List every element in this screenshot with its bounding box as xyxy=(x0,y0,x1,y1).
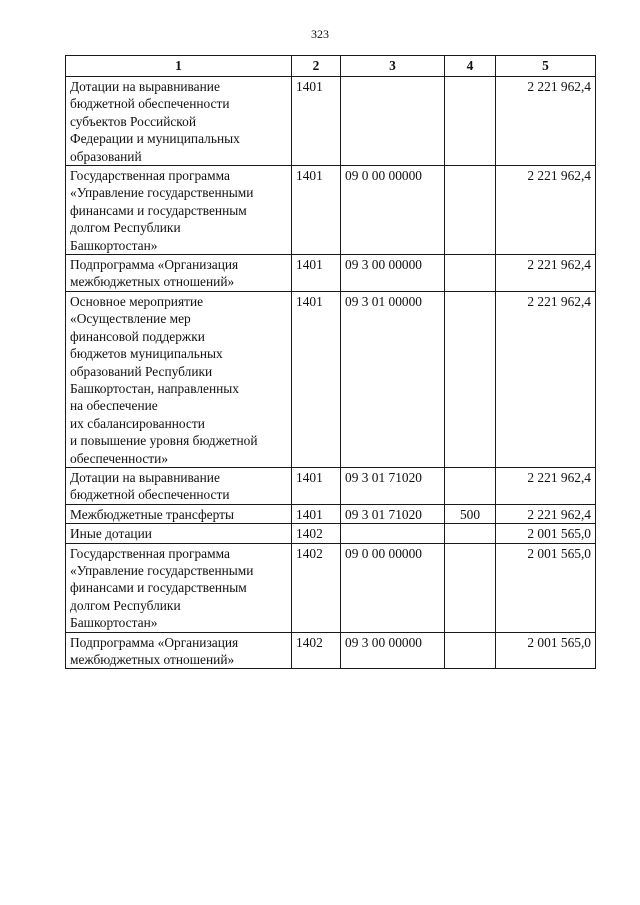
row-target-article: 09 3 01 00000 xyxy=(341,291,445,467)
row-name-line: Дотации на выравнивание xyxy=(70,79,220,94)
table-row xyxy=(66,524,596,543)
row-name-line: бюджетов муниципальных xyxy=(70,346,223,362)
row-amount: 2 001 565,0 xyxy=(496,543,596,632)
row-amount: 2 001 565,0 xyxy=(496,632,596,669)
row-name-line: межбюджетных отношений» xyxy=(70,274,235,290)
table-header xyxy=(66,56,596,77)
row-name-line: Иные дотации xyxy=(70,526,152,542)
table-row xyxy=(66,632,596,669)
row-name-line: Государственная программа xyxy=(70,168,230,184)
row-name-cell xyxy=(66,77,292,166)
row-expense-type xyxy=(445,291,496,467)
row-amount: 2 221 962,4 xyxy=(496,504,596,523)
row-name-line: «Управление государственными xyxy=(70,185,254,201)
row-name-line: Подпрограмма «Организация xyxy=(70,634,239,650)
table-row xyxy=(66,291,596,467)
row-section-code: 1402 xyxy=(292,632,341,669)
row-name-line: долгом Республики xyxy=(70,597,181,613)
row-name-line: финансами и государственным xyxy=(70,202,247,218)
row-section-code: 1401 xyxy=(292,504,341,523)
row-name-line: Башкортостан» xyxy=(70,615,158,631)
table-row xyxy=(66,255,596,292)
table-body xyxy=(66,77,596,669)
row-expense-type: 500 xyxy=(445,504,496,523)
row-name-line: финансовой поддержки xyxy=(70,328,205,344)
row-name-line: их сбалансированности xyxy=(70,415,205,431)
page-number: 323 xyxy=(311,27,329,41)
table-row xyxy=(66,77,596,166)
table-row xyxy=(66,504,596,523)
row-amount: 2 221 962,4 xyxy=(496,166,596,255)
row-name-line: на обеспечение xyxy=(70,398,158,414)
row-name-line: образований Республики xyxy=(70,363,213,379)
row-target-article: 09 3 00 00000 xyxy=(341,255,445,292)
row-expense-type xyxy=(445,77,496,166)
row-name-line: Башкортостан» xyxy=(70,237,158,253)
row-target-article xyxy=(341,524,445,543)
row-target-article xyxy=(341,77,445,166)
row-name-line: обеспеченности» xyxy=(70,450,169,466)
row-name-cell xyxy=(66,291,292,467)
row-expense-type xyxy=(445,632,496,669)
row-target-article: 09 0 00 00000 xyxy=(341,166,445,255)
row-name-line: субъектов Российской xyxy=(70,113,196,129)
row-name-line: бюджетной обеспеченности xyxy=(70,487,230,503)
row-name-cell xyxy=(66,504,292,523)
row-name-cell xyxy=(66,255,292,292)
row-name-line: образований xyxy=(70,148,142,164)
row-expense-type xyxy=(445,255,496,292)
row-target-article: 09 3 01 71020 xyxy=(341,467,445,504)
row-name-line: бюджетной обеспеченности xyxy=(70,96,230,112)
row-name-cell xyxy=(66,166,292,255)
row-name-line: Дотации на выравнивание xyxy=(70,469,220,485)
row-target-article: 09 3 01 71020 xyxy=(341,504,445,523)
header-col-1: 1 xyxy=(66,56,292,77)
row-name-line: и повышение уровня бюджетной xyxy=(70,433,258,449)
row-section-code: 1402 xyxy=(292,543,341,632)
row-section-code: 1401 xyxy=(292,291,341,467)
row-name-cell xyxy=(66,467,292,504)
header-row xyxy=(66,56,596,77)
row-name-cell xyxy=(66,524,292,543)
row-name-line: Основное мероприятие xyxy=(70,293,204,309)
row-name-line: финансами и государственным xyxy=(70,580,247,596)
row-name-line: Подпрограмма «Организация xyxy=(70,257,239,273)
row-name-cell xyxy=(66,632,292,669)
table-row xyxy=(66,467,596,504)
row-expense-type xyxy=(445,543,496,632)
row-name-line: межбюджетных отношений» xyxy=(70,652,235,667)
row-amount: 2 221 962,4 xyxy=(496,291,596,467)
table-row xyxy=(66,166,596,255)
row-expense-type xyxy=(445,166,496,255)
row-name-line: долгом Республики xyxy=(70,220,181,236)
row-expense-type xyxy=(445,524,496,543)
budget-table xyxy=(65,55,596,669)
row-name-line: Межбюджетные трансферты xyxy=(70,506,234,522)
row-section-code: 1401 xyxy=(292,467,341,504)
table-row xyxy=(66,543,596,632)
row-amount: 2 221 962,4 xyxy=(496,255,596,292)
row-amount: 2 001 565,0 xyxy=(496,524,596,543)
row-name-line: Государственная программа xyxy=(70,545,230,561)
header-col-3: 3 xyxy=(341,56,445,77)
row-section-code: 1401 xyxy=(292,166,341,255)
row-section-code: 1402 xyxy=(292,524,341,543)
row-amount: 2 221 962,4 xyxy=(496,77,596,166)
row-name-line: «Осуществление мер xyxy=(70,311,191,327)
row-target-article: 09 3 00 00000 xyxy=(341,632,445,669)
row-name-line: Башкортостан, направленных xyxy=(70,380,239,396)
header-col-5: 5 xyxy=(496,56,596,77)
row-amount: 2 221 962,4 xyxy=(496,467,596,504)
row-expense-type xyxy=(445,467,496,504)
header-col-2: 2 xyxy=(292,56,341,77)
header-col-4: 4 xyxy=(445,56,496,77)
row-target-article: 09 0 00 00000 xyxy=(341,543,445,632)
row-name-line: Федерации и муниципальных xyxy=(70,131,240,147)
row-section-code: 1401 xyxy=(292,255,341,292)
row-section-code: 1401 xyxy=(292,77,341,166)
row-name-cell xyxy=(66,543,292,632)
row-name-line: «Управление государственными xyxy=(70,562,254,578)
